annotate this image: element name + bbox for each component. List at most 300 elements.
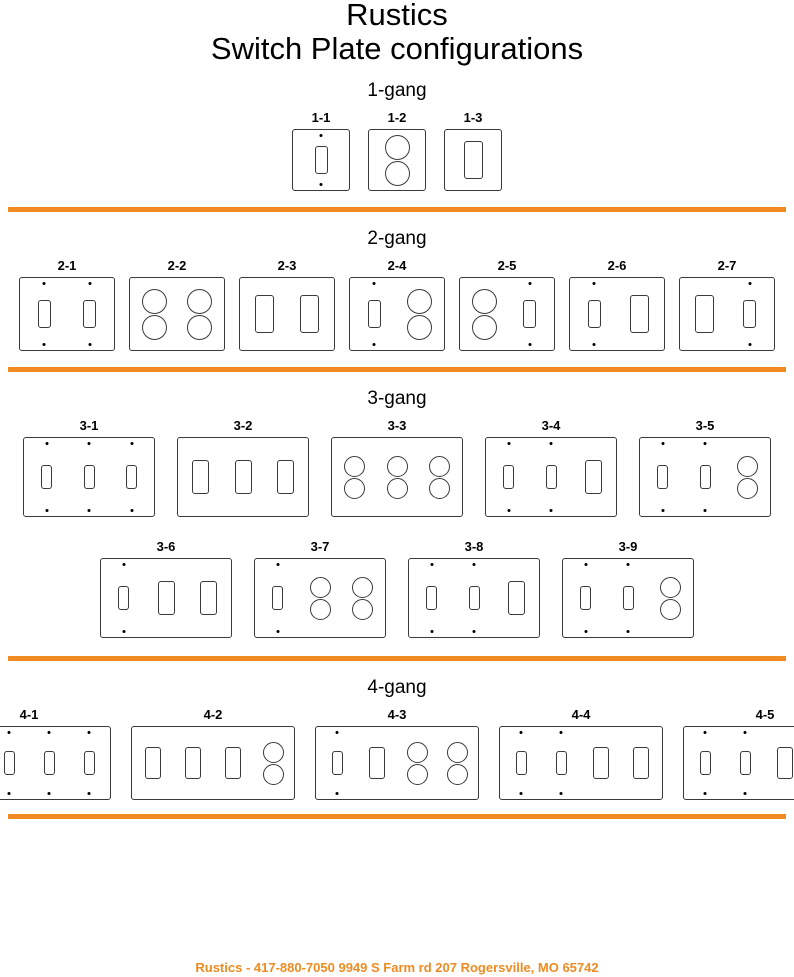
screw-dot-icon (627, 563, 630, 566)
toggle-shape (546, 465, 557, 489)
switch-plate (100, 558, 232, 638)
outlet-circle-icon (429, 478, 450, 499)
screw-dot-icon (744, 731, 747, 734)
plate-config-3-3[interactable] (331, 418, 463, 517)
decora-rocker-icon (174, 727, 212, 799)
switch-plate (562, 558, 694, 638)
screw-dot-icon (593, 282, 596, 285)
plate-row (0, 110, 794, 191)
configurations-root (0, 80, 794, 819)
decora-shape (630, 295, 649, 333)
decora-rocker-icon (189, 559, 229, 637)
plate-config-3-7[interactable] (254, 539, 386, 638)
screw-dot-icon (130, 442, 133, 445)
screw-dot-icon (373, 282, 376, 285)
plate-label: 2-3 (277, 258, 297, 273)
duplex-outlet-icon (398, 727, 436, 799)
plate-row (0, 539, 794, 638)
plate-config-1-2[interactable] (368, 110, 426, 191)
outlet-shape (310, 577, 331, 620)
switch-plate (349, 277, 445, 351)
outlet-circle-icon (263, 764, 284, 785)
plate-config-1-3[interactable] (444, 110, 502, 191)
toggle-switch-icon (298, 130, 344, 190)
screw-dot-icon (130, 509, 133, 512)
plate-label: 3-6 (156, 539, 176, 554)
decora-rocker-icon (181, 438, 221, 516)
screw-dot-icon (45, 509, 48, 512)
toggle-switch-icon (573, 278, 615, 350)
screw-dot-icon (704, 792, 707, 795)
section-heading: 2-gang (367, 228, 427, 249)
outlet-circle-icon (447, 764, 468, 785)
toggle-switch-icon (509, 278, 551, 350)
outlet-circle-icon (660, 599, 681, 620)
toggle-switch-icon (412, 559, 452, 637)
plate-config-3-1[interactable] (23, 418, 155, 517)
plate-config-3-8[interactable] (408, 539, 540, 638)
decora-shape (255, 295, 274, 333)
outlet-circle-icon (310, 577, 331, 598)
outlet-shape (263, 742, 284, 785)
plate-row (0, 707, 794, 800)
decora-shape (225, 747, 241, 779)
toggle-shape (657, 465, 668, 489)
screw-dot-icon (584, 630, 587, 633)
toggle-shape (38, 300, 51, 328)
switch-plate (683, 726, 794, 800)
toggle-switch-icon (566, 559, 606, 637)
toggle-switch-icon (643, 438, 683, 516)
screw-dot-icon (473, 563, 476, 566)
switch-plate (444, 129, 502, 191)
switch-plate (23, 437, 155, 517)
page-title (0, 0, 794, 68)
screw-dot-icon (560, 792, 563, 795)
toggle-switch-icon (27, 438, 67, 516)
screw-dot-icon (473, 630, 476, 633)
switch-plate (459, 277, 555, 351)
switch-plate (19, 277, 115, 351)
screw-dot-icon (373, 343, 376, 346)
outlet-circle-icon (385, 135, 410, 160)
toggle-shape (83, 300, 96, 328)
screw-dot-icon (88, 442, 91, 445)
plate-row (0, 258, 794, 351)
outlet-shape (344, 456, 365, 499)
plate-label: 2-1 (57, 258, 77, 273)
plate-label: 4-5 (755, 707, 775, 722)
screw-dot-icon (661, 509, 664, 512)
duplex-outlet-icon (728, 438, 768, 516)
outlet-circle-icon (263, 742, 284, 763)
outlet-shape (472, 289, 497, 340)
section-4-gang (0, 677, 794, 819)
plate-label: 2-4 (387, 258, 407, 273)
screw-dot-icon (661, 442, 664, 445)
toggle-shape (315, 146, 328, 174)
decora-rocker-icon (450, 130, 496, 190)
outlet-circle-icon (429, 456, 450, 477)
toggle-switch-icon (353, 278, 395, 350)
decora-shape (185, 747, 201, 779)
screw-dot-icon (88, 282, 91, 285)
outlet-shape (187, 289, 212, 340)
decora-shape (158, 581, 175, 615)
plate-label: 3-7 (310, 539, 330, 554)
decora-shape (508, 581, 525, 615)
toggle-shape (118, 586, 129, 610)
toggle-switch-icon (0, 727, 28, 799)
outlet-circle-icon (472, 315, 497, 340)
outlet-circle-icon (737, 456, 758, 477)
decora-rocker-icon (214, 727, 252, 799)
section-divider (8, 367, 786, 372)
screw-dot-icon (704, 442, 707, 445)
decora-shape (235, 460, 252, 494)
screw-dot-icon (430, 563, 433, 566)
plate-label: 3-9 (618, 539, 638, 554)
toggle-shape (126, 465, 137, 489)
plate-label: 3-4 (541, 418, 561, 433)
screw-dot-icon (88, 792, 91, 795)
toggle-shape (503, 465, 514, 489)
screw-dot-icon (45, 442, 48, 445)
screw-dot-icon (593, 343, 596, 346)
title-subtitle: Switch Plate configurations (210, 31, 584, 66)
plate-config-2-4[interactable] (349, 258, 445, 351)
outlet-shape (660, 577, 681, 620)
toggle-switch-icon (318, 727, 356, 799)
toggle-shape (740, 751, 751, 775)
plate-config-2-7[interactable] (679, 258, 775, 351)
toggle-switch-icon (454, 559, 494, 637)
screw-dot-icon (276, 630, 279, 633)
screw-dot-icon (520, 731, 523, 734)
toggle-switch-icon (69, 278, 111, 350)
decora-shape (369, 747, 385, 779)
toggle-shape (272, 586, 283, 610)
outlet-circle-icon (187, 289, 212, 314)
outlet-circle-icon (344, 456, 365, 477)
outlet-circle-icon (344, 478, 365, 499)
decora-rocker-icon (358, 727, 396, 799)
switch-plate (177, 437, 309, 517)
toggle-switch-icon (70, 727, 108, 799)
duplex-outlet-icon (651, 559, 691, 637)
plate-config-4-4[interactable] (499, 707, 663, 800)
switch-plate (331, 437, 463, 517)
toggle-switch-icon (258, 559, 298, 637)
duplex-outlet-icon (343, 559, 383, 637)
screw-dot-icon (336, 792, 339, 795)
duplex-outlet-icon (399, 278, 441, 350)
screw-dot-icon (550, 442, 553, 445)
section-divider (8, 207, 786, 212)
outlet-circle-icon (737, 478, 758, 499)
outlet-shape (407, 289, 432, 340)
outlet-circle-icon (385, 161, 410, 186)
section-1-gang (0, 80, 794, 212)
outlet-shape (387, 456, 408, 499)
decora-rocker-icon (223, 438, 263, 516)
toggle-shape (556, 751, 567, 775)
duplex-outlet-icon (254, 727, 292, 799)
switch-plate (315, 726, 479, 800)
plate-label: 1-2 (387, 110, 407, 125)
plate-config-2-2[interactable] (129, 258, 225, 351)
plate-config-3-9[interactable] (562, 539, 694, 638)
decora-rocker-icon (574, 438, 614, 516)
screw-dot-icon (430, 630, 433, 633)
duplex-outlet-icon (374, 130, 420, 190)
duplex-outlet-icon (179, 278, 221, 350)
outlet-circle-icon (352, 577, 373, 598)
plate-config-2-1[interactable] (19, 258, 115, 351)
decora-rocker-icon (146, 559, 186, 637)
decora-shape (695, 295, 714, 333)
plate-label: 3-3 (387, 418, 407, 433)
outlet-circle-icon (352, 599, 373, 620)
decora-shape (200, 581, 217, 615)
screw-dot-icon (43, 343, 46, 346)
outlet-shape (352, 577, 373, 620)
plate-label: 3-2 (233, 418, 253, 433)
screw-dot-icon (88, 509, 91, 512)
screw-dot-icon (320, 134, 323, 137)
outlet-circle-icon (407, 764, 428, 785)
screw-dot-icon (88, 731, 91, 734)
toggle-switch-icon (531, 438, 571, 516)
plate-label: 2-6 (607, 258, 627, 273)
plate-label: 4-1 (19, 707, 39, 722)
plate-config-4-5[interactable] (683, 707, 794, 800)
switch-plate (485, 437, 617, 517)
footer-contact: Rustics - 417-880-7050 9949 S Farm rd 207 Rogersville, MO 65742 (195, 960, 599, 975)
decora-rocker-icon (582, 727, 620, 799)
plate-config-4-2[interactable] (131, 707, 295, 800)
outlet-shape (407, 742, 428, 785)
screw-dot-icon (88, 343, 91, 346)
toggle-shape (623, 586, 634, 610)
section-heading: 1-gang (367, 80, 427, 101)
switch-plate (254, 558, 386, 638)
screw-dot-icon (744, 792, 747, 795)
toggle-shape (41, 465, 52, 489)
outlet-shape (385, 135, 410, 186)
switch-plate (639, 437, 771, 517)
decora-rocker-icon (683, 278, 725, 350)
outlet-circle-icon (660, 577, 681, 598)
toggle-shape (332, 751, 343, 775)
toggle-switch-icon (112, 438, 152, 516)
plate-label: 3-5 (695, 418, 715, 433)
switch-plate (131, 726, 295, 800)
plate-config-4-1[interactable] (0, 707, 111, 800)
duplex-outlet-icon (438, 727, 476, 799)
section-heading: 4-gang (367, 677, 427, 698)
duplex-outlet-icon (377, 438, 417, 516)
toggle-shape (469, 586, 480, 610)
plate-config-3-4[interactable] (485, 418, 617, 517)
duplex-outlet-icon (300, 559, 340, 637)
toggle-switch-icon (685, 438, 725, 516)
toggle-switch-icon (608, 559, 648, 637)
screw-dot-icon (8, 731, 11, 734)
switch-plate (292, 129, 350, 191)
decora-rocker-icon (497, 559, 537, 637)
toggle-shape (700, 465, 711, 489)
toggle-switch-icon (104, 559, 144, 637)
switch-plate (239, 277, 335, 351)
screw-dot-icon (584, 563, 587, 566)
plate-label: 1-3 (463, 110, 483, 125)
switch-plate (499, 726, 663, 800)
screw-dot-icon (507, 509, 510, 512)
plate-label: 2-5 (497, 258, 517, 273)
screw-dot-icon (748, 343, 751, 346)
screw-dot-icon (704, 509, 707, 512)
toggle-shape (523, 300, 536, 328)
toggle-switch-icon (502, 727, 540, 799)
section-divider (8, 656, 786, 661)
duplex-outlet-icon (420, 438, 460, 516)
plate-config-1-1[interactable] (292, 110, 350, 191)
plate-row (0, 418, 794, 517)
screw-dot-icon (48, 792, 51, 795)
plate-config-3-2[interactable] (177, 418, 309, 517)
switch-plate (0, 726, 111, 800)
decora-rocker-icon (622, 727, 660, 799)
section-heading: 3-gang (367, 388, 427, 409)
toggle-shape (4, 751, 15, 775)
screw-dot-icon (507, 442, 510, 445)
screw-dot-icon (320, 183, 323, 186)
outlet-shape (737, 456, 758, 499)
outlet-circle-icon (142, 289, 167, 314)
screw-dot-icon (276, 563, 279, 566)
toggle-shape (44, 751, 55, 775)
screw-dot-icon (550, 509, 553, 512)
decora-shape (145, 747, 161, 779)
plate-config-2-3[interactable] (239, 258, 335, 351)
plate-label: 2-7 (717, 258, 737, 273)
screw-dot-icon (704, 731, 707, 734)
duplex-outlet-icon (133, 278, 175, 350)
toggle-switch-icon (542, 727, 580, 799)
toggle-switch-icon (23, 278, 65, 350)
screw-dot-icon (122, 563, 125, 566)
decora-rocker-icon (289, 278, 331, 350)
outlet-shape (142, 289, 167, 340)
switch-plate (408, 558, 540, 638)
decora-rocker-icon (266, 438, 306, 516)
decora-shape (277, 460, 294, 494)
toggle-shape (743, 300, 756, 328)
outlet-circle-icon (407, 315, 432, 340)
toggle-switch-icon (30, 727, 68, 799)
toggle-shape (516, 751, 527, 775)
screw-dot-icon (8, 792, 11, 795)
screw-dot-icon (48, 731, 51, 734)
outlet-circle-icon (447, 742, 468, 763)
screw-dot-icon (560, 731, 563, 734)
switch-plate (129, 277, 225, 351)
toggle-switch-icon (69, 438, 109, 516)
duplex-outlet-icon (335, 438, 375, 516)
decora-rocker-icon (619, 278, 661, 350)
decora-shape (192, 460, 209, 494)
toggle-shape (84, 465, 95, 489)
outlet-circle-icon (407, 742, 428, 763)
toggle-shape (84, 751, 95, 775)
decora-shape (633, 747, 649, 779)
decora-shape (300, 295, 319, 333)
screw-dot-icon (43, 282, 46, 285)
screw-dot-icon (528, 343, 531, 346)
plate-label: 1-1 (311, 110, 331, 125)
outlet-circle-icon (142, 315, 167, 340)
decora-shape (593, 747, 609, 779)
toggle-switch-icon (726, 727, 764, 799)
screw-dot-icon (520, 792, 523, 795)
plate-config-2-5[interactable] (459, 258, 555, 351)
toggle-shape (700, 751, 711, 775)
decora-shape (777, 747, 793, 779)
section-divider (8, 814, 786, 819)
title-brand: Rustics (346, 0, 448, 32)
decora-rocker-icon (243, 278, 285, 350)
switch-plate (679, 277, 775, 351)
outlet-circle-icon (472, 289, 497, 314)
screw-dot-icon (336, 731, 339, 734)
decora-rocker-icon (766, 727, 794, 799)
toggle-shape (426, 586, 437, 610)
outlet-circle-icon (387, 456, 408, 477)
outlet-shape (429, 456, 450, 499)
section-3-gang (0, 388, 794, 661)
plate-config-3-5[interactable] (639, 418, 771, 517)
plate-label: 4-4 (571, 707, 591, 722)
toggle-shape (588, 300, 601, 328)
decora-rocker-icon (134, 727, 172, 799)
screw-dot-icon (122, 630, 125, 633)
switch-plate (368, 129, 426, 191)
outlet-circle-icon (310, 599, 331, 620)
toggle-shape (580, 586, 591, 610)
section-2-gang (0, 228, 794, 372)
decora-shape (585, 460, 602, 494)
switch-plate (569, 277, 665, 351)
decora-shape (464, 141, 483, 179)
plate-config-4-3[interactable] (315, 707, 479, 800)
toggle-shape (368, 300, 381, 328)
plate-label: 2-2 (167, 258, 187, 273)
duplex-outlet-icon (463, 278, 505, 350)
toggle-switch-icon (729, 278, 771, 350)
outlet-circle-icon (187, 315, 212, 340)
plate-label: 4-2 (203, 707, 223, 722)
plate-label: 3-1 (79, 418, 99, 433)
toggle-switch-icon (489, 438, 529, 516)
plate-config-3-6[interactable] (100, 539, 232, 638)
screw-dot-icon (528, 282, 531, 285)
screw-dot-icon (748, 282, 751, 285)
plate-label: 3-8 (464, 539, 484, 554)
screw-dot-icon (627, 630, 630, 633)
plate-config-2-6[interactable] (569, 258, 665, 351)
toggle-switch-icon (686, 727, 724, 799)
